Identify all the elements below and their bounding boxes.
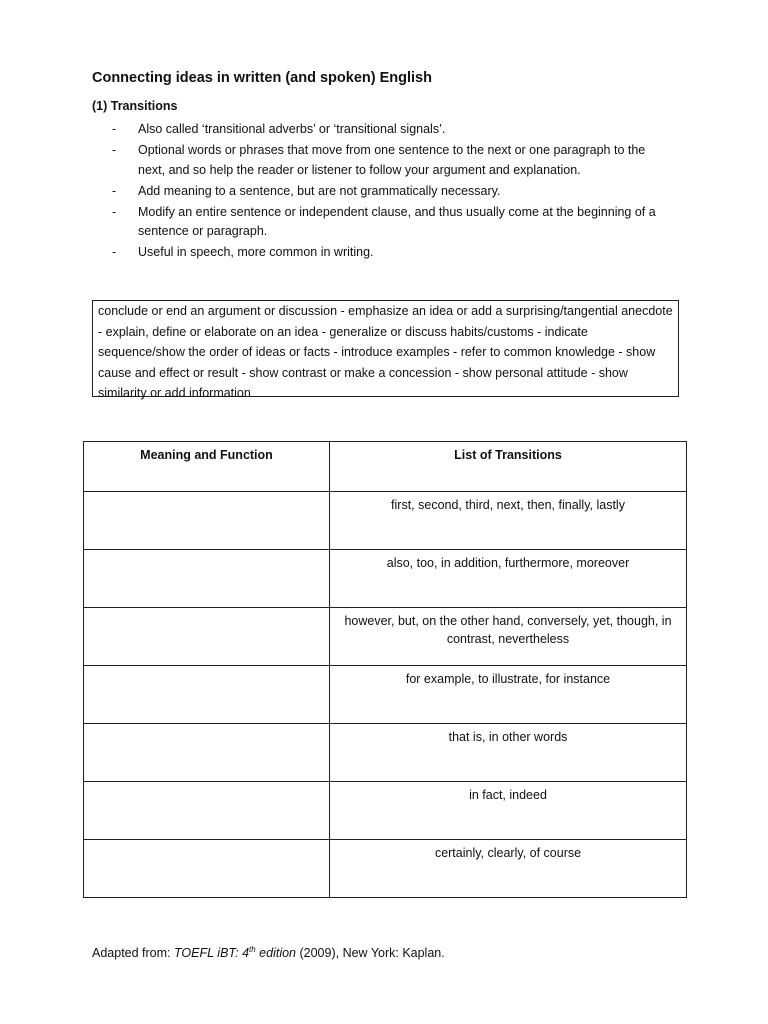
transitions-cell: however, but, on the other hand, conversely, yet, though, in contrast, nevertheless [330, 608, 687, 666]
transitions-cell: first, second, third, next, then, finally, lastly [330, 492, 687, 550]
bullet-text: Optional words or phrases that move from one sentence to the next or one paragraph to the next, and so help the reader or listener to follow your argument and explanation. [138, 143, 646, 177]
source-edition: edition [255, 946, 297, 961]
bullet-dash: - [112, 183, 117, 198]
bullet-dash: - [112, 143, 117, 157]
bullet-list [112, 120, 672, 264]
meaning-cell[interactable] [84, 492, 330, 550]
source-citation [92, 945, 445, 960]
bullet-item [112, 203, 672, 242]
table-row [84, 840, 687, 898]
meaning-cell[interactable] [84, 550, 330, 608]
section-heading: (1) Transitions [92, 99, 178, 113]
table-row [84, 608, 687, 666]
transitions-cell: for example, to illustrate, for instance [330, 666, 687, 724]
table-row [84, 550, 687, 608]
table-row [84, 492, 687, 550]
source-book-title: TOEFL iBT: 4 [174, 946, 250, 961]
transitions-cell: that is, in other words [330, 724, 687, 782]
transitions-cell: in fact, indeed [330, 782, 687, 840]
bullet-text: Useful in speech, more common in writing. [138, 245, 374, 259]
header-meaning-and-function: Meaning and Function [84, 442, 330, 492]
header-list-of-transitions: List of Transitions [330, 442, 687, 492]
source-prefix: Adapted from: [92, 946, 174, 961]
meaning-cell[interactable] [84, 782, 330, 840]
bullet-text: Modify an entire sentence or independent clause, and thus usually come at the beginning of a sentence or paragraph. [138, 204, 656, 238]
transitions-cell: also, too, in addition, furthermore, moreover [330, 550, 687, 608]
function-list-box: conclude or end an argument or discussion - emphasize an idea or add a surprising/tangential anecdote - explain, define or elaborate on an idea - generalize or discuss habits/customs - indicate sequence/show the order of ideas or facts - introduce examples - refer to common knowledge - show cause and effect or result - show contrast or make a concession - show personal attitude - show similarity or add information [92, 300, 679, 397]
meaning-cell[interactable] [84, 840, 330, 898]
meaning-cell[interactable] [84, 724, 330, 782]
bullet-dash: - [112, 245, 117, 259]
bullet-item [112, 182, 672, 202]
meaning-cell[interactable] [84, 608, 330, 666]
transitions-cell: certainly, clearly, of course [330, 840, 687, 898]
bullet-item [112, 141, 672, 180]
bullet-item [112, 243, 672, 263]
transitions-table [83, 441, 687, 898]
table-row [84, 724, 687, 782]
table-row [84, 782, 687, 840]
source-suffix: (2009), New York: Kaplan. [296, 946, 445, 961]
table-header-row [84, 442, 687, 492]
bullet-dash: - [112, 204, 117, 219]
bullet-text: Add meaning to a sentence, but are not grammatically necessary. [138, 183, 501, 198]
page-title: Connecting ideas in written (and spoken) English [92, 70, 432, 86]
meaning-cell[interactable] [84, 666, 330, 724]
table-row [84, 666, 687, 724]
bullet-item [112, 120, 672, 140]
bullet-text: Also called ‘transitional adverbs’ or ‘transitional signals’. [138, 122, 446, 136]
bullet-dash: - [112, 122, 117, 136]
source-superscript: th [249, 945, 256, 954]
